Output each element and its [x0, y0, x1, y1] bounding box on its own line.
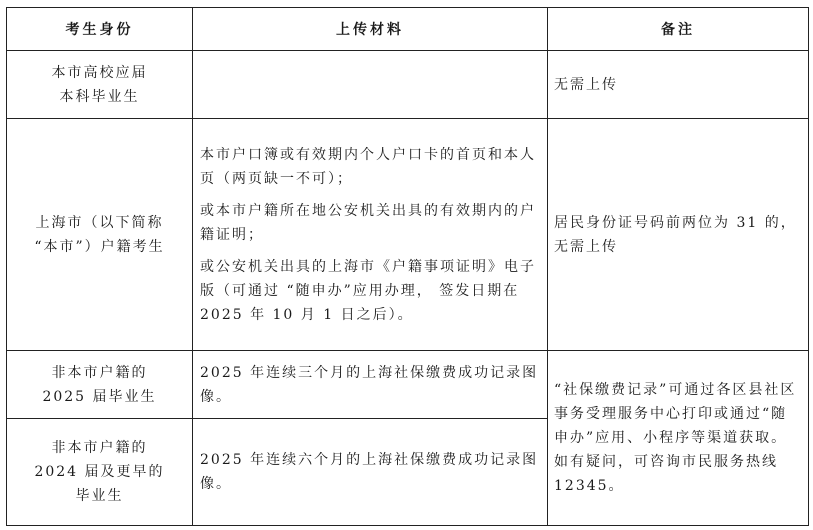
identity-line: 2025 届毕业生 — [42, 388, 157, 405]
header-remarks: 备注 — [548, 8, 809, 51]
identity-line: 上海市（以下简称 — [35, 214, 164, 231]
identity-cell — [7, 351, 193, 419]
material-item: 或公安机关出具的上海市《户籍事项证明》电子版（可通过 “随申办”应用办理， 签发日期在 2025 年 10 月 1 日之后）。 — [200, 258, 536, 323]
identity-cell — [7, 51, 193, 119]
header-identity: 考生身份 — [7, 8, 193, 51]
materials-cell-empty — [193, 51, 548, 119]
identity-cell — [7, 119, 193, 351]
materials-table — [6, 7, 809, 526]
remark-cell: 居民身份证号码前两位为 31 的，无需上传 — [548, 119, 809, 351]
header-materials: 上传材料 — [193, 8, 548, 51]
shared-remark-cell: “社保缴费记录”可通过各区县社区事务受理服务中心打印或通过“随申办”应用、小程序等渠道获取。如有疑问，可咨询市民服务热线 12345。 — [548, 351, 809, 526]
table-row — [7, 351, 809, 419]
table-row — [7, 119, 809, 351]
identity-cell — [7, 419, 193, 526]
identity-line: 本市高校应届 — [51, 64, 148, 81]
identity-line: 毕业生 — [75, 488, 124, 504]
material-item: 本市户口簿或有效期内个人户口卡的首页和本人页（两页缺一不可）； — [200, 146, 536, 187]
material-item: 或本市户籍所在地公安机关出具的有效期内的户籍证明； — [200, 202, 536, 243]
identity-line: 本科毕业生 — [59, 88, 140, 105]
identity-line: “本市”）户籍考生 — [34, 238, 165, 255]
identity-line: 非本市户籍的 — [51, 440, 148, 456]
table-row — [7, 51, 809, 119]
materials-cell: 2025 年连续三个月的上海社保缴费成功记录图像。 — [193, 351, 548, 419]
materials-cell — [193, 119, 548, 351]
identity-line: 2024 届及更早的 — [34, 464, 165, 480]
table-header-row — [7, 8, 809, 51]
remark-cell: 无需上传 — [548, 51, 809, 119]
materials-cell: 2025 年连续六个月的上海社保缴费成功记录图像。 — [193, 419, 548, 526]
identity-line: 非本市户籍的 — [51, 364, 148, 381]
